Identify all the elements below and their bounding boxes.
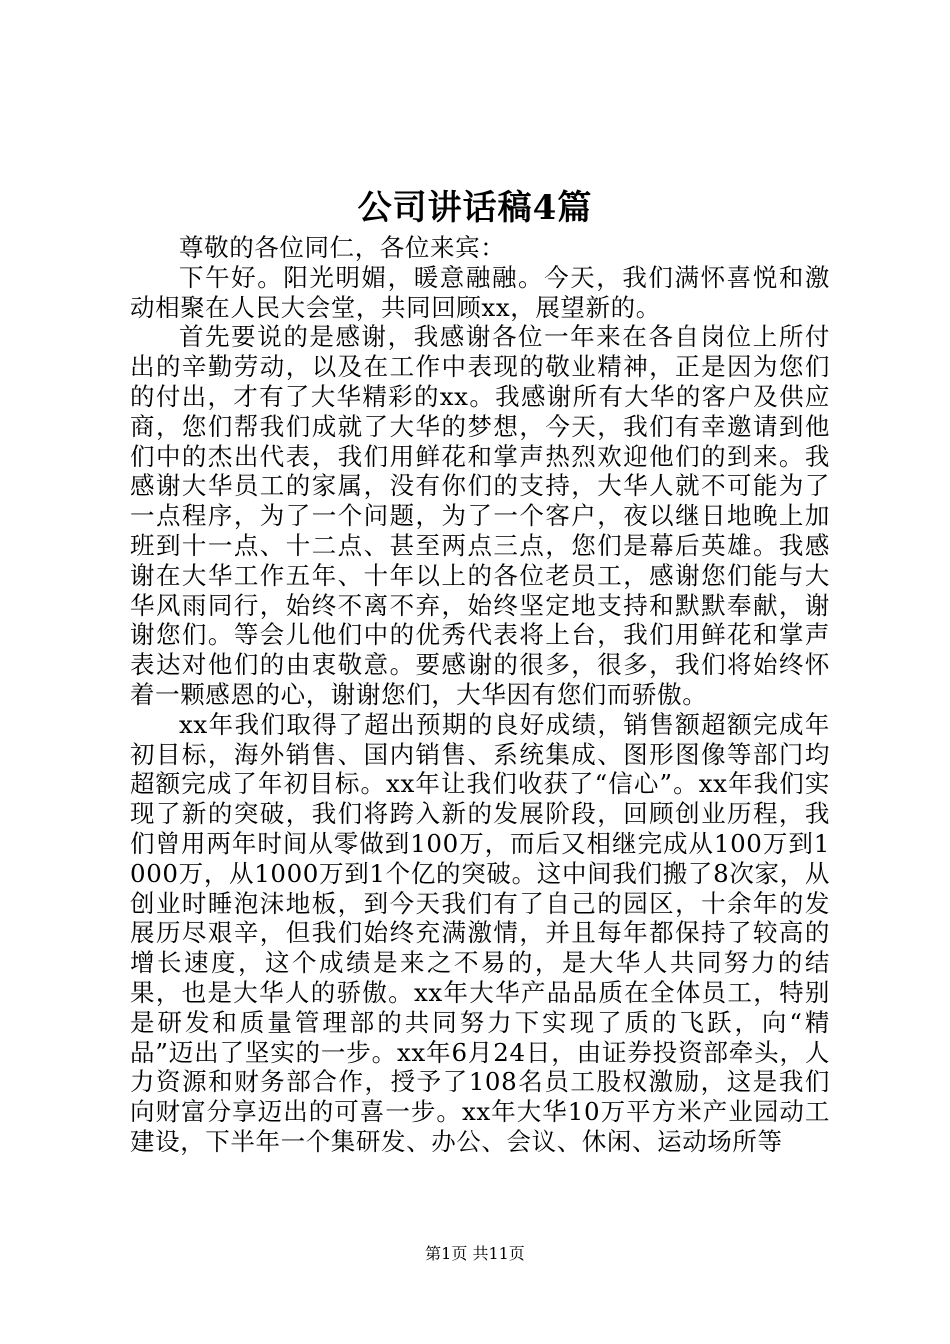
document-title: 公司讲话稿4篇 <box>357 188 593 228</box>
document-body <box>130 233 830 1157</box>
page-number-footer: 第1页 共11页 <box>425 1244 525 1263</box>
salutation-paragraph: 尊敬的各位同仁，各位来宾： <box>179 233 506 262</box>
greeting-paragraph: 下午好。阳光明媚，暖意融融。今天，我们满怀喜悦和激动相聚在人民大会堂，共同回顾xx，展望新的。 <box>130 262 830 322</box>
achievements-paragraph: xx年我们取得了超出预期的良好成绩，销售额超额完成年初目标，海外销售、国内销售、系统集成、图形图像等部门均超额完成了年初目标。xx年让我们收获了“信心”。xx年我们实现了新的突破，我们将跨入新的发展阶段，回顾创业历程，我们曾用两年时间从零做到100万，而后又相继完成从100万到1000万，从1000万到1个亿的突破。这中间我们搬了8次家，从创业时睡泡沫地板，到今天我们有了自己的园区，十余年的发展历尽艰辛，但我们始终充满激情，并且每年都保持了较高的增长速度，这个成绩是来之不易的，是大华人共同努力的结果，也是大华人的骄傲。xx年大华产品品质在全体员工，特别是研发和质量管理部的共同努力下实现了质的飞跃，向“精品”迈出了坚实的一步。xx年6月24日，由证券投资部牵头，人力资源和财务部合作，授予了108名员工股权激励，这是我们向财富分享迈出的可喜一步。xx年大华10万平方米产业园动工建设，下半年一个集研发、办公、会议、休闲、运动场所等 <box>130 709 830 1156</box>
thanks-paragraph: 首先要说的是感谢，我感谢各位一年来在各自岗位上所付出的辛勤劳动，以及在工作中表现的敬业精神，正是因为您们的付出，才有了大华精彩的xx。我感谢所有大华的客户及供应商，您们帮我们成就了大华的梦想，今天，我们有幸邀请到他们中的杰出代表，我们用鲜花和掌声热烈欢迎他们的到来。我感谢大华员工的家属，没有你们的支持，大华人就不可能为了一点程序，为了一个问题，为了一个客户，夜以继日地晚上加班到十一点、十二点、甚至两点三点，您们是幕后英雄。我感谢在大华工作五年、十年以上的各位老员工，感谢您们能与大华风雨同行，始终不离不弃，始终坚定地支持和默默奉献，谢谢您们。等会儿他们中的优秀代表将上台，我们用鲜花和掌声表达对他们的由衷敬意。要感谢的很多，很多，我们将始终怀着一颗感恩的心，谢谢您们，大华因有您们而骄傲。 <box>130 322 830 709</box>
